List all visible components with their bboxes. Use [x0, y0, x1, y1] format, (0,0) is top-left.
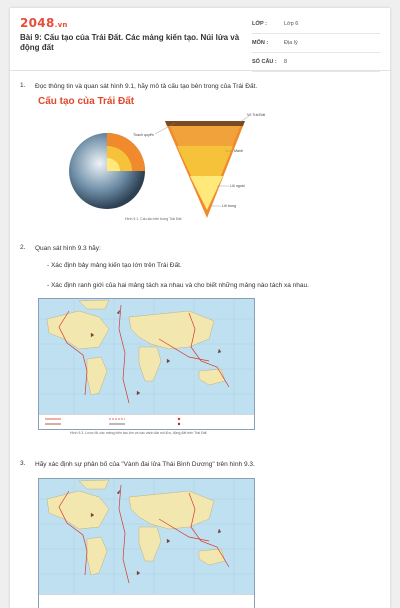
logo-tld: .vn	[54, 21, 68, 29]
site-logo[interactable]	[20, 16, 68, 30]
worksheet	[10, 8, 390, 608]
question-number: 1.	[20, 82, 26, 89]
lesson-title: Bài 9: Cấu tạo của Trái Đất. Các mảng kiến tạo. Núi lửa và động đất	[20, 33, 240, 52]
question-bullet: - Xác định bảy mảng kiến tạo lớn trên Trái Đất.	[47, 262, 182, 269]
question-text: Quan sát hình 9.3 hãy:	[35, 245, 101, 252]
meta-key: LỚP :	[252, 21, 267, 27]
label-lithosphere: Thạch quyển	[133, 133, 154, 137]
question-text: Hãy xác định sự phân bố của "Vành đai lửa Thái Bình Dương" trên hình 9.3.	[35, 461, 255, 468]
meta-row-subject	[252, 36, 380, 53]
label-outer-core: Lõi ngoài	[230, 184, 245, 188]
earth-structure-figure	[35, 96, 265, 226]
map-legend	[39, 594, 254, 608]
world-map-illustration	[39, 479, 254, 608]
figure-caption: Hình 9.1. Cấu tạo bên trong Trái Đất	[125, 217, 182, 221]
earth-structure-illustration	[35, 106, 265, 226]
meta-key: SỐ CÂU :	[252, 59, 277, 65]
question-text: Đọc thông tin và quan sát hình 9.1, hãy mô tả cấu tạo bên trong của Trái Đất.	[35, 83, 258, 90]
label-crust: Vỏ Trái Đất	[247, 113, 265, 117]
meta-value: Địa lý	[284, 40, 298, 46]
worksheet-header	[10, 8, 390, 71]
figure-caption: Hình 9.3. Lược đồ các mảng kiến tạo lớn và các vành đai núi lửa, động đất trên Trái Đất	[70, 431, 207, 435]
meta-row-class	[252, 17, 380, 34]
world-map-illustration	[39, 299, 254, 429]
meta-value: 8	[284, 59, 288, 65]
label-inner-core: Lõi trong	[222, 204, 236, 208]
figure-title: Cấu tạo của Trái Đất	[38, 96, 135, 107]
meta-row-count	[252, 55, 380, 72]
map-legend	[39, 414, 254, 429]
label-mantle: Manti	[234, 149, 243, 153]
tectonic-plates-map	[38, 298, 255, 430]
legend-illustration	[39, 415, 254, 429]
question-number: 2.	[20, 244, 26, 251]
meta-key: MÔN :	[252, 40, 269, 46]
tectonic-plates-map-repeat	[38, 478, 255, 608]
question-number: 3.	[20, 460, 26, 467]
question-bullet: - Xác định ranh giới của hai mảng tách xa nhau và cho biết những mảng nào tách xa nhau.	[47, 282, 309, 289]
logo-text: 2048	[20, 16, 55, 30]
lesson-meta	[252, 17, 380, 74]
meta-value: Lớp 6	[284, 21, 299, 27]
